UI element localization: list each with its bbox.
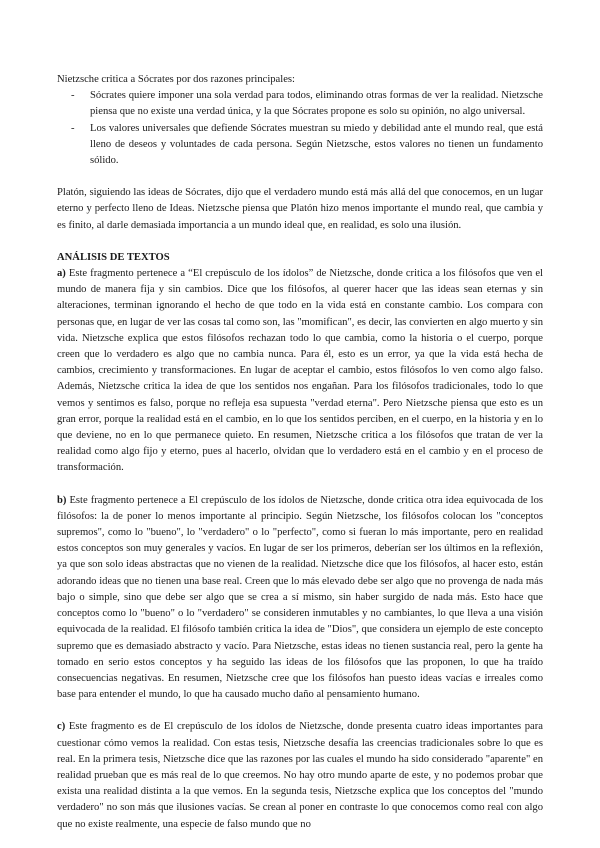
- section-label: c): [57, 721, 66, 733]
- intro-line: Nietzsche critica a Sócrates por dos razones principales:: [57, 74, 295, 85]
- paragraph-spacer: [57, 703, 543, 719]
- section-text: Este fragmento pertenece a El crepúsculo de los ídolos de Nietzsche, donde critica otra idea equivocada de los filósofos: la de poner lo menos importante al principio. Según Nietzsche, los filósofos colocan los "conceptos supremos", como lo "bueno", lo "verdadero" o lo "perfecto", como si fueran lo más importante, pero en realidad estos conceptos son muy generales y vacíos. En lugar de ser los primeros, deberían ser los últimos en la reflexión, ya que son solo ideas abstractas que no vienen de la realidad. Nietzsche dice que los filósofos, al hacer esto, están adorando ideas que no tienen una base real. Creen que lo más elevado debe ser algo que no provenga de nada más bajo o simple, sino que debe ser algo que se crea a sí mismo, sin haber surgido de nada más. Esto hace que conceptos como lo "bueno" o lo "verdadero" se consideren inmutables y no cambiantes, lo que lleva a una visión equivocada de la realidad. El filósofo también critica la idea de "Dios", que considera un ejemplo de este concepto supremo que es demasiado abstracto y vacío. Para Nietzsche, estas ideas no tienen sustancia real, pero la gente ha tomado en serio estos conceptos y ha seguido las ideas de los filósofos que las proponen, lo que ha traído consecuencias negativas. En resumen, Nietzsche cree que los filósofos han puesto ideas vacías e irreales como base para entender el mundo, lo que ha causado mucho daño al pensamiento humano.: [57, 494, 543, 701]
- section-label: a): [57, 268, 66, 280]
- document-body: [57, 72, 543, 833]
- section-text: Este fragmento pertenece a “El crepúsculo de los ídolos” de Nietzsche, donde critica a los filósofos que ven el mundo de manera fija y sin cambios. Dice que los filósofos, al querer hacer que las ideas sean eternas y sin alteraciones, terminan ignorando el hecho de que todo en la vida está en constante cambio. Los compara con personas que, en lugar de ver las cosas tal como son, las "momifican", es decir, las convierten en algo muerto y sin vida. Nietzsche explica que estos filósofos rechazan todo lo que cambia, como la historia o el cuerpo, porque creen que lo verdadero es algo que no cambia nunca. Para él, esto es un error, ya que la vida está hecha de cambios, crecimiento y transformaciones. En lugar de aceptar el cambio, estos filósofos lo ven como algo falso. Además, Nietzsche critica la idea de que los sentidos nos engañan. Para los filósofos tradicionales, todo lo que vemos y sentimos es falso, porque no refleja esa supuesta "verdad eterna". Pero Nietzsche piensa que esto es un gran error, porque la realidad está en el cambio, en lo que los sentidos perciben, en el cuerpo, en la historia y en lo que deviene, no en lo que permanece quieto. En resumen, Nietzsche critica a los filósofos que tratan de ver la realidad como algo fijo y eterno, pues al hacerlo, olvidan que lo verdadero está en el cambio y en el proceso de transformación.: [57, 268, 543, 474]
- section-c-paragraph: [57, 719, 543, 832]
- section-label: b): [57, 494, 67, 506]
- section-a-paragraph: [57, 266, 543, 477]
- reasons-list: [57, 88, 543, 169]
- dash-bullet: -: [71, 122, 75, 134]
- dash-bullet: -: [71, 90, 75, 102]
- list-item: [71, 88, 543, 120]
- paragraph-spacer: [57, 234, 543, 250]
- section-b-paragraph: [57, 493, 543, 704]
- section-text: Este fragmento es de El crepúsculo de los ídolos de Nietzsche, donde presenta cuatro ideas importantes para cuestionar cómo vemos la realidad. Con estas tesis, Nietzsche desafía las creencias tradicionales sobre lo que es real. En la primera tesis, Nietzsche dice que las razones por las cuales el mundo ha sido considerado "aparente" en realidad prueban que es más real de lo que creemos. No hay otro mundo aparte de este, y no podemos probar que exista una realidad distinta a la que vemos. En la segunda tesis, Nietzsche explica que los conceptos del "mundo verdadero" no son más que ilusiones vacías. Se crean al poner en contraste lo que conocemos como real con algo que no existe realmente, una especie de falso mundo que no: [57, 721, 543, 830]
- list-item-text: Sócrates quiere imponer una sola verdad para todos, eliminando otras formas de ver la realidad. Nietzsche piensa que no existe una verdad única, y la que Sócrates propone es solo su opinión, no algo universal.: [90, 90, 543, 118]
- section-heading: ANÁLISIS DE TEXTOS: [57, 251, 170, 263]
- list-item: [71, 121, 543, 170]
- paragraph-spacer: [57, 477, 543, 493]
- plato-paragraph: Platón, siguiendo las ideas de Sócrates, dijo que el verdadero mundo está más allá del que conocemos, en un lugar eterno y perfecto lleno de Ideas. Nietzsche piensa que Platón hizo menos importante el mundo real, que cambia y es finito, al darle demasiada importancia a un mundo ideal que, en realidad, es solo una ilusión.: [57, 187, 543, 231]
- list-item-text: Los valores universales que defiende Sócrates muestran su miedo y debilidad ante el mundo real, que está lleno de deseos y voluntades de cada persona. Según Nietzsche, estos valores no tienen un fundamento sólido.: [90, 122, 543, 167]
- paragraph-spacer: [57, 169, 543, 185]
